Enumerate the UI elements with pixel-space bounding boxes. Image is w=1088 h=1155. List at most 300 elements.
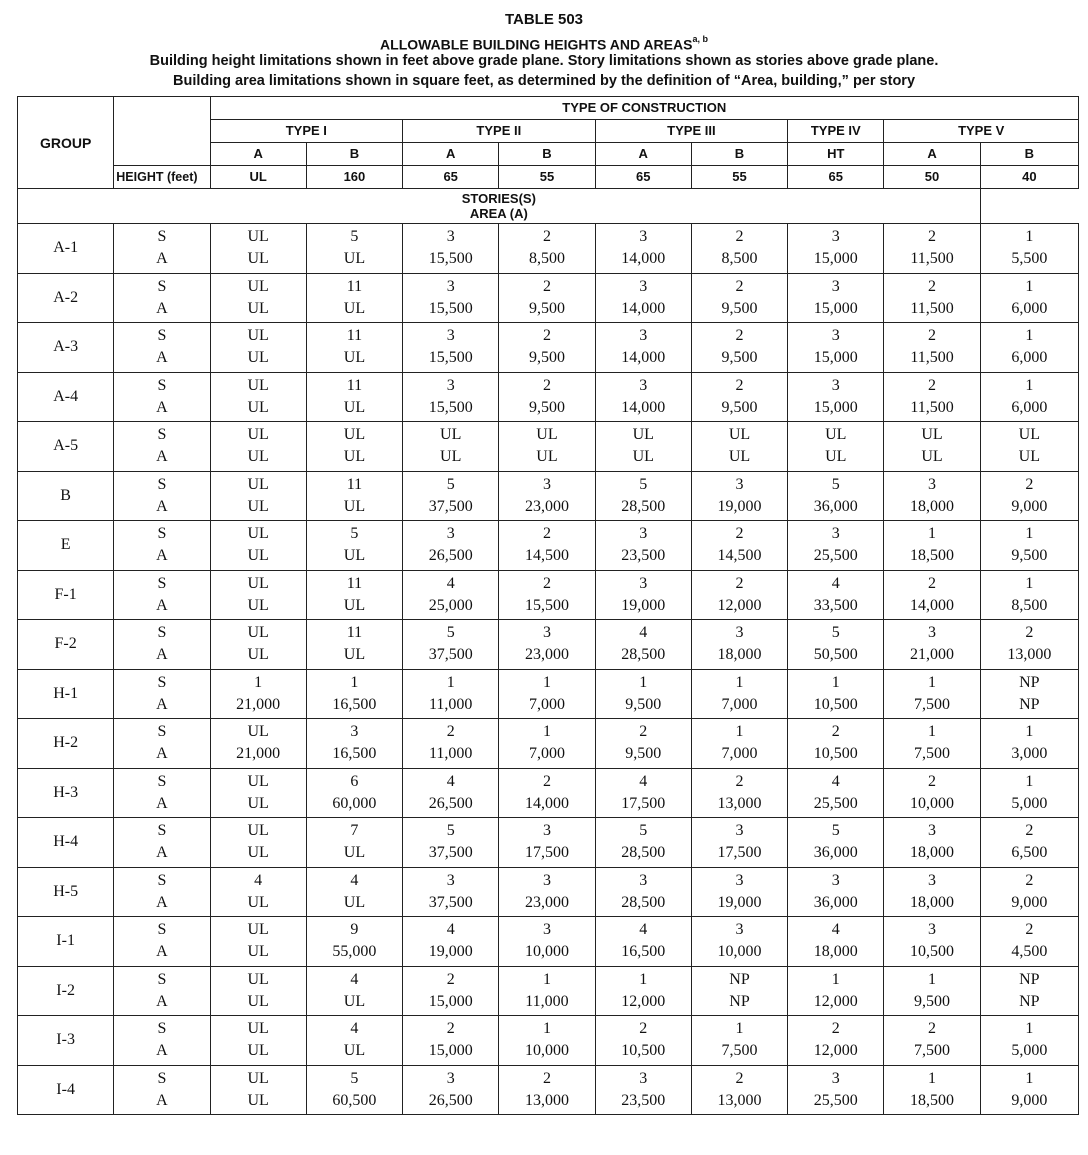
area-value: 14,000 — [621, 349, 666, 367]
value-cell — [306, 323, 402, 373]
height-value: 40 — [980, 166, 1078, 189]
area-value: UL — [343, 250, 366, 268]
area-value: 12,000 — [813, 992, 858, 1010]
area-value: UL — [247, 497, 269, 515]
table-row — [18, 570, 1079, 620]
value-cell — [403, 570, 499, 620]
stories-value: 1 — [639, 673, 648, 691]
table-row — [18, 669, 1079, 719]
value-cell — [210, 867, 306, 917]
value-cell — [788, 471, 884, 521]
stories-value: 5 — [831, 475, 840, 493]
area-value: 5,500 — [1011, 250, 1048, 268]
stories-value: 7 — [350, 822, 359, 840]
stories-value: UL — [440, 426, 462, 444]
stories-value: 2 — [542, 772, 551, 790]
table-row — [18, 966, 1079, 1016]
stories-value: 1 — [1025, 1020, 1034, 1038]
value-cell — [306, 669, 402, 719]
value-cell — [499, 917, 595, 967]
value-cell — [980, 669, 1078, 719]
stories-value: 3 — [831, 871, 840, 889]
stories-value: 3 — [542, 624, 551, 642]
area-value: UL — [343, 596, 366, 614]
table-row — [18, 471, 1079, 521]
value-cell — [210, 669, 306, 719]
value-cell — [691, 1016, 787, 1066]
area-value: UL — [247, 1091, 269, 1109]
stories-value: 4 — [350, 1020, 359, 1038]
area-value: UL — [247, 299, 269, 317]
stories-row-label: S — [157, 426, 167, 444]
value-cell — [306, 1065, 402, 1115]
area-value: 37,500 — [428, 893, 473, 911]
stories-value: 2 — [735, 1069, 744, 1087]
stories-value: 3 — [928, 822, 937, 840]
area-value: 26,500 — [428, 794, 473, 812]
stories-row-label: S — [157, 525, 167, 543]
stories-value: 3 — [639, 277, 648, 295]
stories-value: 4 — [639, 921, 648, 939]
sa-label-cell — [114, 1016, 210, 1066]
value-cell — [499, 867, 595, 917]
stories-value: 1 — [254, 673, 263, 691]
group-cell: H-2 — [18, 719, 114, 769]
stories-value: 4 — [831, 921, 840, 939]
area-value: 6,000 — [1011, 299, 1048, 317]
area-value: 6,500 — [1011, 844, 1048, 862]
area-value: 14,500 — [524, 547, 569, 565]
stories-value: 3 — [831, 277, 840, 295]
value-cell — [788, 768, 884, 818]
area-value: 11,500 — [910, 349, 954, 367]
stories-value: 2 — [542, 277, 551, 295]
value-cell — [691, 669, 787, 719]
value-cell — [499, 521, 595, 571]
area-value: 9,500 — [528, 349, 565, 367]
area-value: 36,000 — [813, 844, 858, 862]
value-cell — [595, 521, 691, 571]
value-cell — [595, 620, 691, 670]
value-cell — [499, 818, 595, 868]
area-value: 6,000 — [1011, 398, 1048, 416]
value-cell — [306, 768, 402, 818]
value-cell — [884, 917, 980, 967]
height-value: 65 — [595, 166, 691, 189]
stories-value: 2 — [1025, 822, 1034, 840]
stories-value: 3 — [446, 327, 455, 345]
stories-value: 3 — [446, 1069, 455, 1087]
area-value: UL — [247, 646, 269, 664]
area-value: 23,000 — [524, 646, 569, 664]
value-cell — [980, 818, 1078, 868]
height-value: 55 — [691, 166, 787, 189]
area-value: 18,500 — [910, 1091, 955, 1109]
table-row — [18, 867, 1079, 917]
type-header: TYPE IV — [788, 120, 884, 143]
value-cell — [884, 521, 980, 571]
area-value: 15,000 — [813, 250, 858, 268]
stories-value: 11 — [346, 574, 363, 592]
table-body — [18, 224, 1079, 1115]
area-row-label: A — [156, 1042, 168, 1060]
stories-value: 3 — [446, 525, 455, 543]
value-cell — [595, 867, 691, 917]
stories-value: 1 — [735, 1020, 744, 1038]
stories-value: NP — [1019, 970, 1040, 988]
area-value: 13,000 — [524, 1091, 569, 1109]
stories-value: 2 — [735, 525, 744, 543]
stories-row-label: S — [157, 574, 167, 592]
area-row-label: A — [156, 943, 168, 961]
header-row-stories-area — [18, 189, 1079, 224]
height-value: 50 — [884, 166, 980, 189]
area-value: 9,000 — [1011, 497, 1048, 515]
area-value: UL — [343, 398, 366, 416]
stories-value: 11 — [346, 277, 363, 295]
area-value: UL — [247, 794, 269, 812]
value-cell — [691, 620, 787, 670]
stories-value: 5 — [639, 475, 648, 493]
stories-value: 3 — [639, 376, 648, 394]
area-value: 19,000 — [717, 497, 762, 515]
area-value: 15,500 — [428, 349, 473, 367]
table-row — [18, 768, 1079, 818]
stories-value: 5 — [446, 475, 455, 493]
value-cell — [884, 372, 980, 422]
value-cell — [788, 323, 884, 373]
value-cell — [306, 521, 402, 571]
table-row — [18, 719, 1079, 769]
value-cell — [980, 372, 1078, 422]
sa-label-cell — [114, 372, 210, 422]
value-cell — [595, 917, 691, 967]
stories-value: 5 — [350, 525, 359, 543]
area-value: 14,500 — [717, 547, 762, 565]
area-value: 15,000 — [428, 1042, 473, 1060]
table-row — [18, 372, 1079, 422]
stories-value: 1 — [1025, 574, 1034, 592]
stories-value: 1 — [542, 723, 551, 741]
area-value: 14,000 — [524, 794, 569, 812]
value-cell — [980, 422, 1078, 472]
value-cell — [788, 224, 884, 274]
area-value: 16,500 — [332, 745, 377, 763]
stories-value: 3 — [350, 723, 359, 741]
area-value: UL — [247, 992, 269, 1010]
value-cell — [499, 1065, 595, 1115]
area-value: 28,500 — [621, 497, 666, 515]
value-cell — [210, 719, 306, 769]
value-cell — [595, 966, 691, 1016]
value-cell — [884, 224, 980, 274]
stories-label: STORIES(S) — [461, 191, 536, 206]
stories-value: UL — [247, 970, 269, 988]
value-cell — [980, 224, 1078, 274]
value-cell — [884, 620, 980, 670]
value-cell — [403, 521, 499, 571]
area-value: UL — [343, 646, 366, 664]
stories-value: 1 — [1025, 228, 1034, 246]
stories-value: 2 — [639, 723, 648, 741]
stories-value: 3 — [446, 871, 455, 889]
sa-label-cell — [114, 323, 210, 373]
area-row-label: A — [156, 299, 168, 317]
header-row-construction — [18, 97, 1079, 120]
area-value: UL — [343, 992, 366, 1010]
value-cell — [210, 768, 306, 818]
stories-value: UL — [247, 376, 269, 394]
area-value: 15,000 — [813, 398, 858, 416]
area-value: 14,000 — [621, 299, 666, 317]
height-value: 160 — [306, 166, 402, 189]
area-value: 12,000 — [717, 596, 762, 614]
sa-label-cell — [114, 521, 210, 571]
area-row-label: A — [156, 1091, 168, 1109]
area-value: UL — [343, 299, 366, 317]
stories-value: 5 — [831, 822, 840, 840]
value-cell — [884, 768, 980, 818]
value-cell — [306, 1016, 402, 1066]
area-row-label: A — [156, 745, 168, 763]
stories-value: 2 — [542, 228, 551, 246]
stories-value: 5 — [639, 822, 648, 840]
area-value: UL — [343, 893, 366, 911]
stories-value: UL — [247, 327, 269, 345]
value-cell — [499, 422, 595, 472]
stories-value: 1 — [928, 525, 937, 543]
subtitle-footnote-marks: a, b — [692, 34, 708, 44]
table-row — [18, 917, 1079, 967]
stories-value: 1 — [928, 673, 937, 691]
area-value: 14,000 — [621, 250, 666, 268]
subtype-header: B — [980, 143, 1078, 166]
stories-value: UL — [247, 723, 269, 741]
area-row-label: A — [156, 893, 168, 911]
stories-value: 2 — [446, 1020, 455, 1038]
stories-row-label: S — [157, 327, 167, 345]
stories-value: 2 — [928, 772, 937, 790]
value-cell — [788, 818, 884, 868]
area-row-label: A — [156, 349, 168, 367]
group-cell: A-2 — [18, 273, 114, 323]
area-value: 7,500 — [721, 1042, 758, 1060]
stories-value: UL — [247, 921, 269, 939]
stories-value: 5 — [350, 228, 359, 246]
stories-value: 3 — [928, 624, 937, 642]
stories-row-label: S — [157, 921, 167, 939]
stories-value: NP — [729, 970, 750, 988]
value-cell — [306, 273, 402, 323]
value-cell — [980, 471, 1078, 521]
height-value: UL — [210, 166, 306, 189]
area-value: UL — [247, 1042, 269, 1060]
stories-value: 1 — [1025, 327, 1034, 345]
area-value: UL — [921, 448, 943, 466]
value-cell — [980, 867, 1078, 917]
area-value: 23,500 — [621, 547, 666, 565]
header-blank-cell — [114, 97, 210, 166]
area-value: 25,000 — [428, 596, 473, 614]
value-cell — [306, 719, 402, 769]
area-value: 15,000 — [813, 349, 858, 367]
stories-value: UL — [343, 426, 366, 444]
area-value: 9,500 — [721, 299, 758, 317]
area-value: 9,500 — [914, 992, 951, 1010]
stories-value: 9 — [350, 921, 359, 939]
area-value: UL — [247, 250, 269, 268]
stories-value: 1 — [542, 1020, 551, 1038]
height-feet-label: HEIGHT (feet) — [114, 166, 210, 189]
subtype-header: A — [403, 143, 499, 166]
stories-value: 3 — [928, 871, 937, 889]
group-column-header: GROUP — [18, 97, 114, 189]
value-cell — [403, 323, 499, 373]
value-cell — [499, 224, 595, 274]
table-row — [18, 818, 1079, 868]
stories-value: 3 — [446, 228, 455, 246]
stories-value: 3 — [542, 822, 551, 840]
sa-label-cell — [114, 818, 210, 868]
area-value: UL — [343, 349, 366, 367]
stories-value: 3 — [639, 574, 648, 592]
value-cell — [595, 422, 691, 472]
value-cell — [788, 1065, 884, 1115]
area-row-label: A — [156, 794, 168, 812]
stories-value: 2 — [639, 1020, 648, 1038]
area-value: 4,500 — [1011, 943, 1048, 961]
stories-value: 11 — [346, 327, 363, 345]
stories-value: 4 — [831, 772, 840, 790]
value-cell — [595, 372, 691, 422]
stories-value: 2 — [928, 1020, 937, 1038]
area-value: 8,500 — [1011, 596, 1048, 614]
table-row — [18, 224, 1079, 274]
value-cell — [403, 372, 499, 422]
stories-value: UL — [247, 624, 269, 642]
stories-value: 3 — [831, 376, 840, 394]
stories-row-label: S — [157, 277, 167, 295]
group-cell: A-1 — [18, 224, 114, 274]
description-line-2: Building area limitations shown in square feet, as determined by the definition of “Area, building,” per story — [172, 73, 916, 89]
value-cell — [884, 422, 980, 472]
area-value: 13,000 — [717, 1091, 762, 1109]
area-value: UL — [343, 448, 366, 466]
stories-value: 3 — [639, 1069, 648, 1087]
area-value: NP — [1019, 992, 1040, 1010]
value-cell — [884, 1016, 980, 1066]
area-value: UL — [440, 448, 462, 466]
stories-row-label: S — [157, 1020, 167, 1038]
value-cell — [980, 570, 1078, 620]
area-value: 15,500 — [428, 299, 473, 317]
stories-value: 4 — [350, 871, 359, 889]
table-row — [18, 1065, 1079, 1115]
area-row-label: A — [156, 497, 168, 515]
stories-value: 3 — [735, 921, 744, 939]
area-value: 10,000 — [524, 1042, 569, 1060]
area-row-label: A — [156, 992, 168, 1010]
stories-area-header — [18, 189, 981, 224]
value-cell — [788, 917, 884, 967]
area-value: 19,000 — [621, 596, 666, 614]
value-cell — [980, 719, 1078, 769]
value-cell — [595, 224, 691, 274]
stories-value: 3 — [928, 921, 937, 939]
area-value: 11,500 — [910, 250, 954, 268]
stories-value: 2 — [446, 970, 455, 988]
group-cell: H-5 — [18, 867, 114, 917]
allowable-heights-areas-table — [17, 96, 1079, 1115]
group-cell: A-3 — [18, 323, 114, 373]
stories-value: 11 — [346, 624, 363, 642]
area-value: 9,500 — [528, 299, 565, 317]
group-cell: E — [18, 521, 114, 571]
value-cell — [210, 620, 306, 670]
stories-row-label: S — [157, 376, 167, 394]
area-row-label: A — [156, 448, 168, 466]
value-cell — [499, 471, 595, 521]
sa-label-cell — [114, 966, 210, 1016]
area-value: 28,500 — [621, 893, 666, 911]
height-value: 55 — [499, 166, 595, 189]
stories-value: 4 — [446, 772, 455, 790]
value-cell — [788, 273, 884, 323]
stories-value: 1 — [1025, 772, 1034, 790]
area-value: UL — [247, 844, 269, 862]
stories-row-label: S — [157, 822, 167, 840]
area-value: 21,000 — [236, 695, 281, 713]
stories-value: 4 — [254, 871, 263, 889]
area-value: 18,500 — [910, 547, 955, 565]
stories-value: 3 — [542, 871, 551, 889]
stories-value: UL — [536, 426, 558, 444]
group-cell: F-1 — [18, 570, 114, 620]
stories-value: 1 — [639, 970, 648, 988]
value-cell — [595, 1016, 691, 1066]
stories-value: 1 — [1025, 1069, 1034, 1087]
area-row-label: A — [156, 844, 168, 862]
area-row-label: A — [156, 398, 168, 416]
area-value: 5,000 — [1011, 794, 1048, 812]
stories-value: 2 — [1025, 624, 1034, 642]
value-cell — [788, 1016, 884, 1066]
stories-value: 3 — [639, 871, 648, 889]
area-value: UL — [247, 943, 269, 961]
stories-value: UL — [247, 574, 269, 592]
value-cell — [210, 570, 306, 620]
value-cell — [499, 323, 595, 373]
stories-value: UL — [632, 426, 654, 444]
table-row — [18, 521, 1079, 571]
stories-value: 3 — [542, 475, 551, 493]
value-cell — [595, 570, 691, 620]
value-cell — [210, 422, 306, 472]
table-row — [18, 323, 1079, 373]
area-value: 5,000 — [1011, 1042, 1048, 1060]
value-cell — [884, 867, 980, 917]
value-cell — [884, 966, 980, 1016]
value-cell — [403, 620, 499, 670]
subtype-header: HT — [788, 143, 884, 166]
area-value: UL — [247, 547, 269, 565]
area-value: 9,500 — [625, 745, 662, 763]
area-value: UL — [247, 448, 269, 466]
stories-value: 2 — [542, 574, 551, 592]
value-cell — [403, 224, 499, 274]
group-cell: I-1 — [18, 917, 114, 967]
stories-row-label: S — [157, 871, 167, 889]
